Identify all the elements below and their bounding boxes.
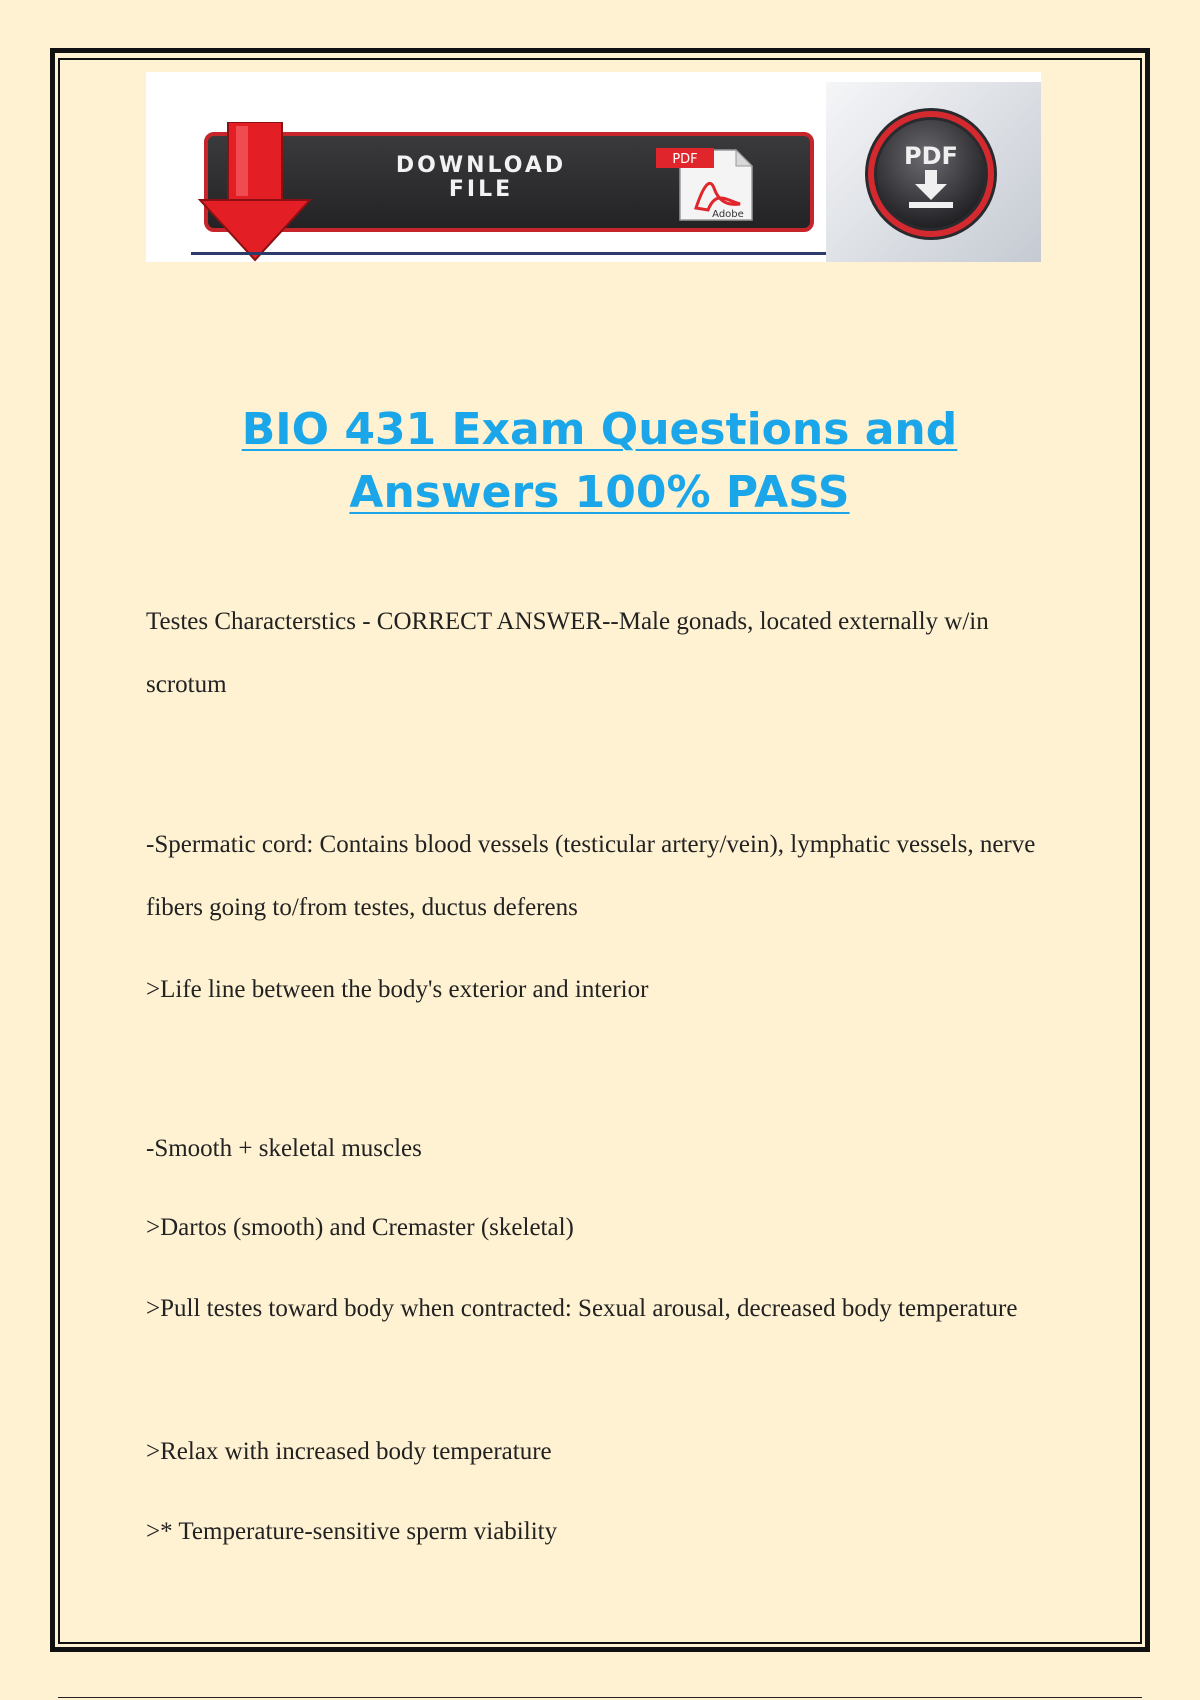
content-paragraph: >Pull testes toward body when contracted: Sexual arousal, decreased body temperature [146, 1295, 1018, 1322]
bottom-rule [58, 1697, 1142, 1698]
pdf-download-graphic[interactable] [826, 82, 1041, 262]
pdf-document-icon [656, 144, 756, 222]
download-banner[interactable] [146, 72, 1041, 262]
content-paragraph: >Dartos (smooth) and Cremaster (skeletal) [146, 1214, 574, 1241]
pdf-download-icon [861, 104, 1001, 244]
download-label-line1: DOWNLOAD [395, 153, 567, 178]
content-paragraph: -Spermatic cord: Contains blood vessels (testicular artery/vein), lymphatic vessels, nerve fibers going to/from testes, ductus deferens [146, 831, 1036, 921]
banner-underline [191, 252, 826, 255]
download-file-graphic[interactable] [146, 72, 826, 262]
download-file-label [346, 154, 616, 202]
pdf-circle-label: PDF [904, 142, 958, 170]
pdf-doc-brand: Adobe [712, 209, 744, 220]
content-paragraph: -Smooth + skeletal muscles [146, 1135, 422, 1162]
content-paragraph: Testes Characterstics - CORRECT ANSWER--Male gonads, located externally w/in scrotum [146, 608, 989, 698]
content-paragraph: >Life line between the body's exterior and interior [146, 976, 649, 1003]
download-label-line2: FILE [448, 177, 514, 202]
download-arrow-icon [196, 122, 316, 262]
content-paragraph: >Relax with increased body temperature [146, 1438, 552, 1465]
pdf-doc-tag: PDF [672, 152, 698, 167]
content-paragraph: >* Temperature-sensitive sperm viability [146, 1518, 558, 1545]
page-title: BIO 431 Exam Questions and Answers 100% PASS [241, 404, 958, 518]
